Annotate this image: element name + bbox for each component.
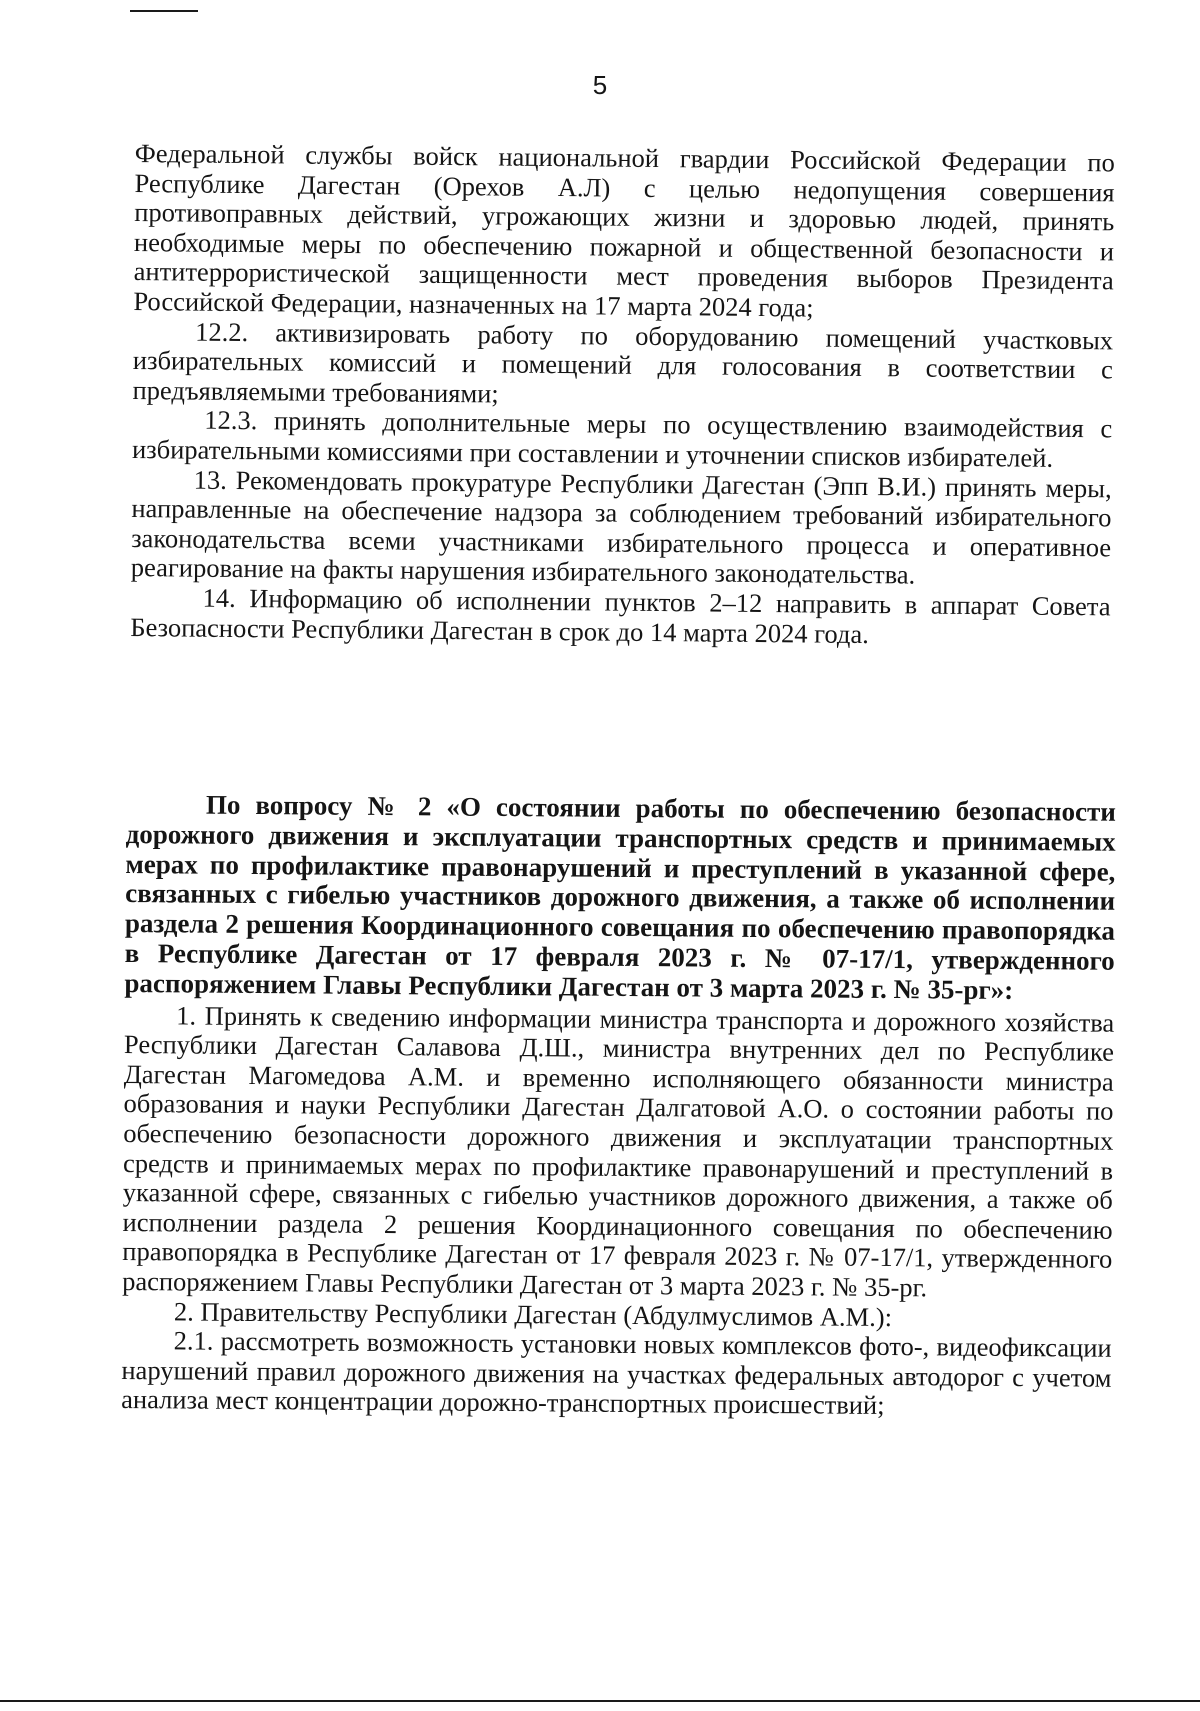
paragraph-14: 14. Информацию об исполнении пунктов 2–12 направить в аппарат Совета Безопасности Республики Дагестан в срок до 14 марта 2024 года. [130, 582, 1111, 649]
paragraph-12-3: 12.3. принять дополнительные меры по осуществлению взаимодействия с избирательными комиссиями при составлении и уточнении списков избирателей. [131, 405, 1113, 473]
section-2 [121, 790, 1116, 1423]
top-paragraphs [130, 139, 1115, 651]
paragraph-continuation: Федеральной службы войск национальной гвардии Российской Федерации по Республике Дагестан (Орехов А.Л) с целью недопущения совершения противоправных действий, угрожающих жизни и здоровью людей, принять необходимые меры по обеспечению пожарной и общественной безопасности и антитеррористической защищенности мест проведения выборов Президента Российской Федерации, назначенных на 17 марта 2024 года; [133, 138, 1115, 323]
scan-edge-mark [0, 1700, 1200, 1702]
section-2-item-1: 1. Принять к сведению информации министра транспорта и дорожного хозяйства Республики Дагестан Салавова Д.Ш., министра внутренних дел по Республике Дагестан Магомедова А.М. и временно исполняющего обязанности министра образования и науки Республики Дагестан Далгатовой А.О. о состоянии работы по обеспечению безопасности дорожного движения и эксплуатации транспортных средств и принимаемых мерах по профилактике правонарушений и преступлений в указанной сфере, связанных с гибелью участников дорожного движения, а также об исполнении раздела 2 решения Координационного совещания по обеспечению правопорядка в Республике Дагестан от 17 февраля 2023 г. № 07-17/1, утвержденного распоряжением Главы Республики Дагестан от 3 марта 2023 г. № 35-рг. [122, 999, 1115, 1303]
scan-edge-mark [130, 10, 198, 12]
section-2-item-2: 2. Правительству Республики Дагестан (Абдулмуслимов А.М.): [173, 1295, 893, 1332]
paragraph-13: 13. Рекомендовать прокуратуре Республики Дагестан (Эпп В.И.) принять меры, направленные на обеспечение надзора за соблюдением требований избирательного законодательства всеми участниками избирательного процесса и оперативное реагирование на факты нарушения избирательного законодательства. [130, 464, 1112, 590]
paragraph-12-2: 12.2. активизировать работу по оборудованию помещений участковых избирательных комиссий и помещений для голосования в соответствии с предъявляемыми требованиями; [132, 316, 1114, 409]
section-2-item-2-1: 2.1. рассмотреть возможность установки новых комплексов фото-, видеофиксации нарушений правил дорожного движения на участках федеральных автодорог с учетом анализа мест концентрации дорожно-транспортных происшествий; [121, 1325, 1112, 1421]
section-2-heading: По вопросу № 2 «О состоянии работы по обеспечению безопасности дорожного движения и эксплуатации транспортных средств и принимаемых мерах по профилактике правонарушений и преступлений в указанной сфере, связанных с гибелью участников дорожного движения, а также об исполнении раздела 2 решения Координационного совещания по обеспечению правопорядка в Республике Дагестан от 17 февраля 2023 г. № 07-17/1, утвержденного распоряжением Главы Республики Дагестан от 3 марта 2023 г. № 35-рг»: [124, 789, 1116, 1005]
page-number: 5 [592, 70, 608, 100]
